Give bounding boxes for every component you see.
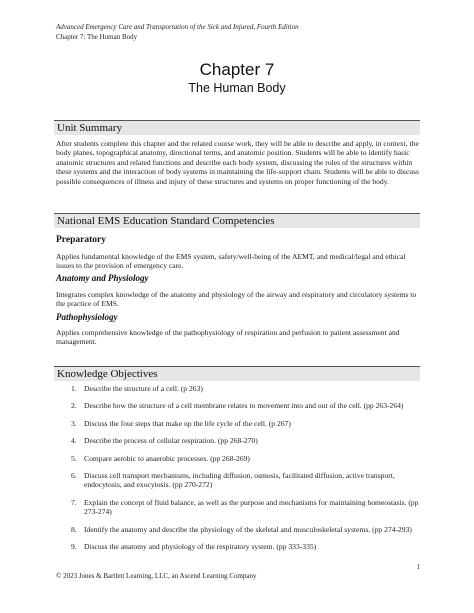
objective-number: 5. xyxy=(71,453,77,463)
objective-text: Describe how the structure of a cell membrane relates to movement into and out of the cell. (pp 263-264) xyxy=(84,401,404,411)
objective-item xyxy=(56,525,420,534)
running-head-chapter: Chapter 7: The Human Body xyxy=(56,32,138,41)
unit-summary-text: After students complete this chapter and the related course work, they will be able to describe and apply, in context, the body planes, topographical anatomy, directional terms, and anatomic position. Students will be able to identify basic anatomic structures and related functions and describe each body system, discussing the roles of the structures within these systems and the interaction of body systems in maintaining the life-support chain. Students will be able to discuss possible consequences of illness and injury of these structures and systems on proper functioning of the body. xyxy=(56,139,419,186)
objective-text: Describe the process of cellular respiration. (pp 268-270) xyxy=(84,436,258,446)
anatomy-heading: Anatomy and Physiology xyxy=(56,273,149,283)
preparatory-heading: Preparatory xyxy=(56,235,106,245)
objective-number: 7. xyxy=(71,497,77,507)
unit-summary-heading-bar xyxy=(54,120,420,135)
chapter-number: Chapter 7 xyxy=(199,60,275,79)
objective-item xyxy=(56,498,420,517)
objective-number: 8. xyxy=(71,524,77,534)
competencies-heading: National EMS Education Standard Competencies xyxy=(57,215,275,227)
objective-item xyxy=(56,401,420,410)
unit-summary-heading: Unit Summary xyxy=(57,122,123,134)
objective-item xyxy=(56,471,420,490)
objective-item xyxy=(56,454,420,463)
objective-number: 4. xyxy=(71,436,77,446)
objective-number: 1. xyxy=(71,384,77,393)
objective-item xyxy=(56,419,420,428)
objective-number: 9. xyxy=(71,542,77,552)
objective-number: 6. xyxy=(71,471,77,481)
objective-text: Describe the structure of a cell. (p 263) xyxy=(84,384,203,393)
chapter-title: The Human Body xyxy=(188,81,286,95)
anatomy-text: Integrates complex knowledge of the anatomy and physiology of the airway and respiratory and circulatory systems to the practice of EMS. xyxy=(56,290,417,309)
preparatory-text: Applies fundamental knowledge of the EMS system, safety/well-being of the AEMT, and medical/legal and ethical issues to the provision of emergency care. xyxy=(56,252,406,271)
objective-text: Compare aerobic to anaerobic processes. (pp 268-269) xyxy=(84,453,250,463)
objective-text: Identify the anatomy and describe the physiology of the skeletal and musculoskeletal systems. (pp 274-293) xyxy=(84,524,412,534)
competencies-heading-bar xyxy=(54,213,420,228)
running-head xyxy=(56,23,299,42)
knowledge-objectives-list xyxy=(56,384,420,559)
pathophysiology-heading: Pathophysiology xyxy=(56,312,118,322)
page-number: 1 xyxy=(416,563,420,571)
objective-item xyxy=(56,384,420,393)
objective-text: Discuss the four steps that make up the life cycle of the cell. (p 267) xyxy=(84,418,291,428)
knowledge-objectives-heading: Knowledge Objectives xyxy=(57,368,158,380)
objective-text: Explain the concept of fluid balance, as well as the purpose and mechanisms for maintaining homeostasis. (pp 273-274) xyxy=(84,497,419,517)
objective-item xyxy=(56,436,420,445)
objective-item xyxy=(56,542,420,551)
copyright-footer: © 2023 Jones & Bartlett Learning, LLC, an Ascend Learning Company xyxy=(56,572,257,580)
knowledge-objectives-heading-bar xyxy=(54,366,420,381)
objective-text: Discuss the anatomy and physiology of the respiratory system. (pp 333-335) xyxy=(84,542,317,552)
objective-number: 2. xyxy=(71,401,77,411)
pathophysiology-text: Applies comprehensive knowledge of the pathophysiology of respiration and perfusion to patient assessment and management. xyxy=(56,328,400,347)
running-head-book-title: Advanced Emergency Care and Transportation of the Sick and Injured, Fourth Edition xyxy=(56,23,299,31)
objective-text: Discuss cell transport mechanisms, including diffusion, osmosis, facilitated diffusion, active transport, endocytosis, and exocytosis. (pp 270-272) xyxy=(84,471,395,490)
objective-number: 3. xyxy=(71,418,77,428)
